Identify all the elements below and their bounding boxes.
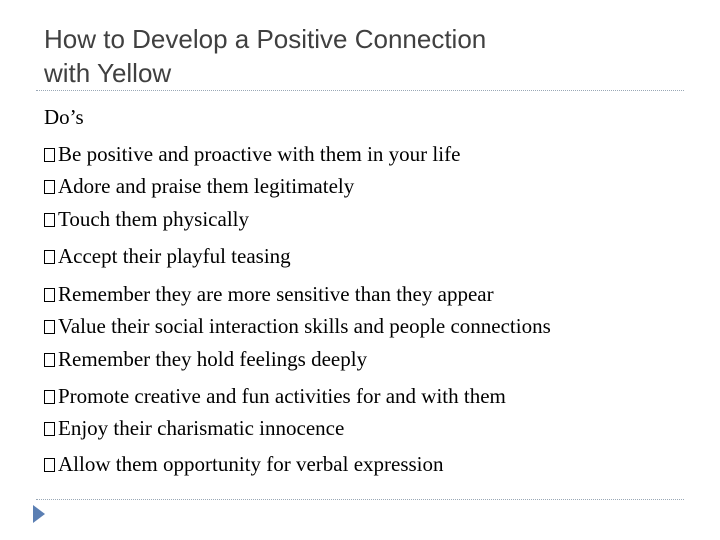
- bullet-item: [44, 415, 344, 441]
- square-box-icon: [44, 213, 55, 227]
- bullet-text: Adore and praise them legitimately: [58, 174, 355, 198]
- square-box-icon: [44, 422, 55, 436]
- slide-title: [44, 22, 684, 90]
- square-box-icon: [44, 458, 55, 472]
- square-box-icon: [44, 180, 55, 194]
- bullet-text: Remember they are more sensitive than they appear: [58, 282, 494, 306]
- slide-title-line-1: How to Develop a Positive Connection: [44, 24, 487, 54]
- square-box-icon: [44, 353, 55, 367]
- bullet-text: Touch them physically: [58, 207, 249, 231]
- bullet-item: [44, 173, 354, 199]
- bullet-item: [44, 383, 506, 409]
- dos-subheading: Do’s: [44, 105, 84, 129]
- square-box-icon: [44, 390, 55, 404]
- bullet-item: [44, 141, 460, 167]
- footer-divider: [36, 499, 684, 500]
- slide-title-line-2: with Yellow: [44, 58, 172, 88]
- bullet-text: Allow them opportunity for verbal expression: [58, 452, 444, 476]
- square-box-icon: [44, 148, 55, 162]
- title-divider: [36, 90, 684, 91]
- bullet-text: Enjoy their charismatic innocence: [58, 416, 345, 440]
- bullet-text: Value their social interaction skills and people connections: [58, 314, 551, 338]
- bullet-text: Accept their playful teasing: [58, 244, 291, 268]
- bullet-item: [44, 451, 444, 477]
- bullet-item: [44, 281, 494, 307]
- square-box-icon: [44, 288, 55, 302]
- square-box-icon: [44, 320, 55, 334]
- bullet-item: [44, 313, 551, 339]
- play-arrow-icon[interactable]: [33, 505, 45, 523]
- bullet-item: [44, 346, 367, 372]
- bullet-item: [44, 206, 249, 232]
- bullet-text: Remember they hold feelings deeply: [58, 347, 368, 371]
- square-box-icon: [44, 250, 55, 264]
- bullet-text: Promote creative and fun activities for and with them: [58, 384, 506, 408]
- bullet-item: [44, 243, 291, 269]
- bullet-text: Be positive and proactive with them in your life: [58, 142, 461, 166]
